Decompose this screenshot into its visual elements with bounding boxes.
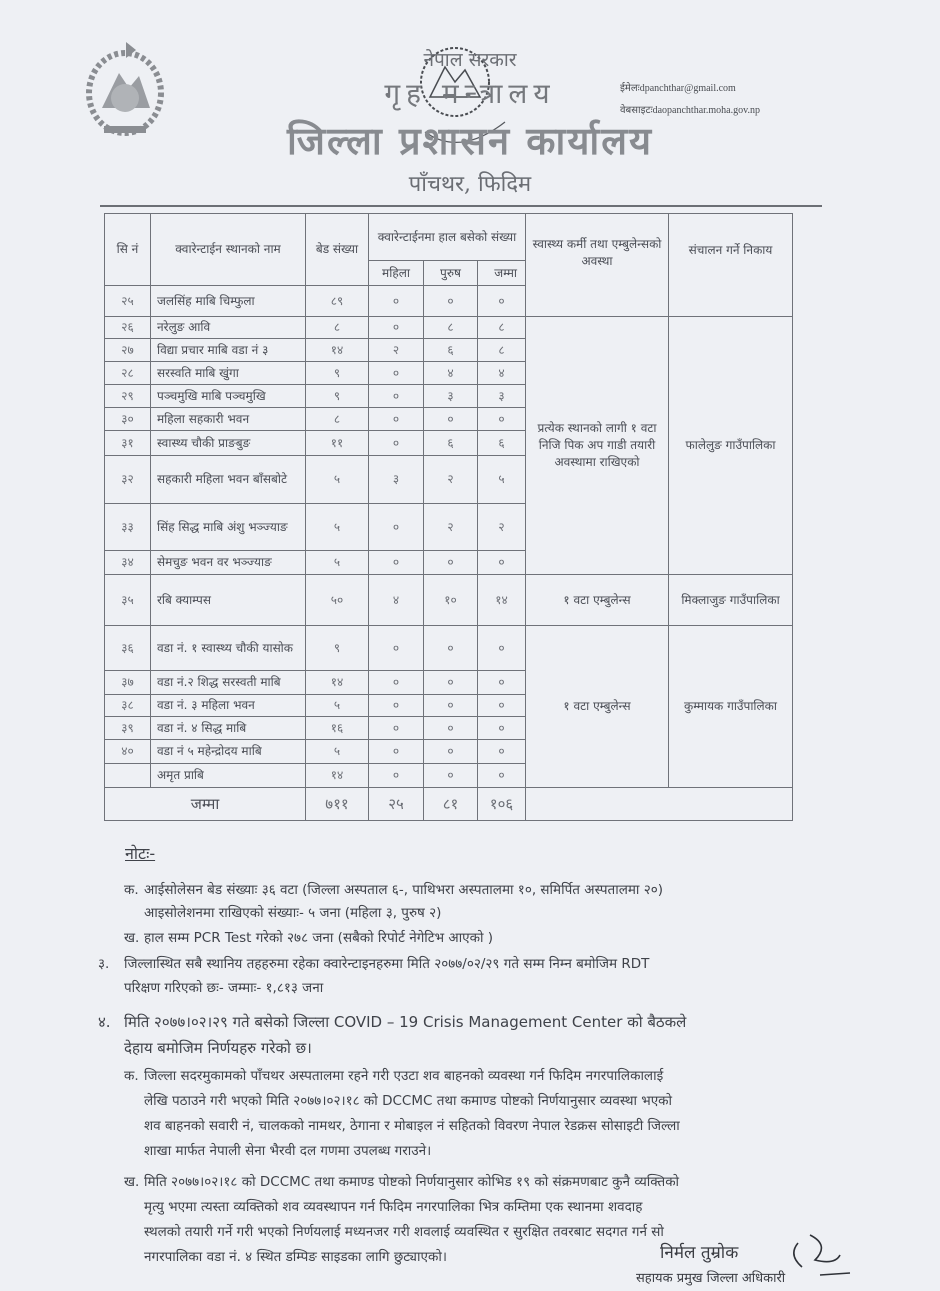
cell-beds: १६ bbox=[306, 717, 369, 740]
cell-beds: ८ bbox=[306, 317, 369, 339]
cell-male: ० bbox=[424, 695, 478, 717]
website-line bbox=[620, 102, 760, 116]
cell-total: ० bbox=[478, 695, 526, 717]
cell-name: सहकारी महिला भवन बाँसबोटे bbox=[151, 456, 306, 504]
cell-sn: २७ bbox=[105, 339, 151, 362]
cell-female: ० bbox=[369, 317, 424, 339]
cell-male: २ bbox=[424, 504, 478, 551]
cell-name: वडा नं. ३ महिला भवन bbox=[151, 695, 306, 717]
email-label: ईमेलः bbox=[620, 83, 640, 94]
cell-male: ८ bbox=[424, 317, 478, 339]
cell-female: ० bbox=[369, 695, 424, 717]
cell-total: ० bbox=[478, 764, 526, 788]
cell-male: ० bbox=[424, 671, 478, 695]
cell-name: सरस्वति माबि खुंगा bbox=[151, 362, 306, 385]
cell-female: ० bbox=[369, 717, 424, 740]
table-row bbox=[105, 317, 793, 339]
header-sn: सि नं bbox=[105, 214, 151, 286]
cell-male: १० bbox=[424, 575, 478, 626]
cell-female: ० bbox=[369, 286, 424, 317]
cell-female: ० bbox=[369, 408, 424, 431]
cell-sn: ३७ bbox=[105, 671, 151, 695]
cell-total: ० bbox=[478, 551, 526, 575]
note-3-line2: परिक्षण गरिएको छः- जम्माः- १,८१३ जना bbox=[124, 980, 324, 996]
note-k-line2: आइसोलेशनमा राखिएको संख्याः- ५ जना (महिला ३, पुरुष २) bbox=[144, 905, 442, 921]
cell-total: २ bbox=[478, 504, 526, 551]
cell-beds: ९ bbox=[306, 362, 369, 385]
totals-blank bbox=[526, 788, 793, 821]
note-4-line1: मिति २०७७।०२।२९ गते बसेको जिल्ला COVID – 19 Crisis Management Center को बैठकले bbox=[124, 1013, 687, 1031]
cell-beds: ८९ bbox=[306, 286, 369, 317]
note-k-line1: आईसोलेसन बेड संख्याः ३६ वटा (जिल्ला अस्पताल ६-, पाथिभरा अस्पतालमा १०, समिर्पित अस्पतालमा २०) bbox=[144, 882, 664, 898]
cell-sn: ३५ bbox=[105, 575, 151, 626]
cell-total: ० bbox=[478, 408, 526, 431]
cell-sn: २५ bbox=[105, 286, 151, 317]
cell-sn: ३० bbox=[105, 408, 151, 431]
header-total: जम्मा bbox=[478, 261, 526, 286]
header-org: संचालन गर्ने निकाय bbox=[669, 214, 793, 317]
cell-org: कुम्मायक गाउँपालिका bbox=[669, 626, 793, 788]
header-location: पाँचथर, फिदिम bbox=[408, 172, 532, 197]
cell-male: ४ bbox=[424, 362, 478, 385]
cell-name: रबि क्याम्पस bbox=[151, 575, 306, 626]
cell-beds: १४ bbox=[306, 764, 369, 788]
totals-female: २५ bbox=[369, 788, 424, 821]
cell-female: ० bbox=[369, 764, 424, 788]
cell-name: वडा नं. १ स्वास्थ्य चौकी यासोक bbox=[151, 626, 306, 671]
cell-total: ० bbox=[478, 671, 526, 695]
email-link[interactable]: dpanchthar@gmail.com bbox=[639, 83, 736, 94]
cell-total: १४ bbox=[478, 575, 526, 626]
website-link[interactable]: daopanchthar.moha.gov.np bbox=[652, 105, 760, 116]
cell-beds: ११ bbox=[306, 431, 369, 456]
header-beds: बेड संख्या bbox=[306, 214, 369, 286]
cell-male: ० bbox=[424, 717, 478, 740]
p4kh-lines-line: नगरपालिका वडा नं. ४ स्थित डम्पिङ साइडका लागि छुट्याएको। bbox=[144, 1249, 447, 1265]
cell-health: १ वटा एम्बुलेन्स bbox=[526, 626, 669, 788]
cell-beds: ८ bbox=[306, 408, 369, 431]
cell-sn: ३१ bbox=[105, 431, 151, 456]
cell-name: पञ्चमुखि माबि पञ्चमुखि bbox=[151, 385, 306, 408]
p4kh-lines-line: मृत्यु भएमा त्यस्ता व्यक्तिको शव व्यवस्थापन गर्न फिदिम नगरपालिका भित्र कम्तिमा एक स्थानमा शवदाह bbox=[144, 1199, 643, 1215]
cell-sn: २९ bbox=[105, 385, 151, 408]
cell-male: ६ bbox=[424, 339, 478, 362]
cell-female: ० bbox=[369, 671, 424, 695]
cell-sn: ४० bbox=[105, 740, 151, 764]
handwritten-signature bbox=[780, 1225, 860, 1291]
cell-female: ० bbox=[369, 504, 424, 551]
totals-beds: ७११ bbox=[306, 788, 369, 821]
cell-female: ४ bbox=[369, 575, 424, 626]
cell-male: ० bbox=[424, 764, 478, 788]
totals-total: १०६ bbox=[478, 788, 526, 821]
cell-beds: ५ bbox=[306, 695, 369, 717]
cell-beds: ५ bbox=[306, 740, 369, 764]
header-name: क्वारेन्टाईन स्थानको नाम bbox=[151, 214, 306, 286]
cell-sn: ३९ bbox=[105, 717, 151, 740]
header-office: जिल्ला प्रशासन कार्यालय bbox=[286, 118, 654, 163]
cell-total: ३ bbox=[478, 385, 526, 408]
cell-male: ० bbox=[424, 626, 478, 671]
cell-org: फालेलुङ गाउँपालिका bbox=[669, 317, 793, 575]
header-male: पुरुष bbox=[424, 261, 478, 286]
table-row bbox=[105, 575, 793, 626]
cell-female: ० bbox=[369, 431, 424, 456]
note-kh-label: ख. bbox=[124, 930, 140, 946]
cell-sn: ३८ bbox=[105, 695, 151, 717]
note-4-label: ४. bbox=[98, 1013, 111, 1031]
cell-name: जलसिंह माबि चिम्फुला bbox=[151, 286, 306, 317]
cell-name: वडा नं. ४ सिद्ध माबि bbox=[151, 717, 306, 740]
cell-total: ८ bbox=[478, 339, 526, 362]
cell-female: ० bbox=[369, 551, 424, 575]
cell-beds: ५ bbox=[306, 504, 369, 551]
cell-male: ० bbox=[424, 286, 478, 317]
cell-female: ० bbox=[369, 362, 424, 385]
email-line bbox=[620, 80, 736, 94]
cell-beds: ९ bbox=[306, 626, 369, 671]
header-divider bbox=[100, 205, 822, 207]
cell-name: नरेलुङ आवि bbox=[151, 317, 306, 339]
cell-name: अमृत प्राबि bbox=[151, 764, 306, 788]
table-row bbox=[105, 626, 793, 671]
cell-total: ८ bbox=[478, 317, 526, 339]
note-3-label: ३. bbox=[98, 956, 110, 972]
cell-total: ४ bbox=[478, 362, 526, 385]
quarantine-table bbox=[104, 213, 793, 821]
cell-health: १ वटा एम्बुलेन्स bbox=[526, 575, 669, 626]
cell-name: स्वास्थ्य चौकी प्राङबुङ bbox=[151, 431, 306, 456]
cell-sn: २८ bbox=[105, 362, 151, 385]
cell-male: ० bbox=[424, 408, 478, 431]
totals-male: ८१ bbox=[424, 788, 478, 821]
header-current: क्वारेन्टाईनमा हाल बसेको संख्या bbox=[369, 214, 526, 261]
cell-total: ५ bbox=[478, 456, 526, 504]
cell-sn bbox=[105, 764, 151, 788]
cell-female: ३ bbox=[369, 456, 424, 504]
header-govt: नेपाल सरकार bbox=[423, 49, 517, 71]
note-k-label: क. bbox=[124, 882, 139, 898]
cell-beds: ५० bbox=[306, 575, 369, 626]
cell-beds: ९ bbox=[306, 385, 369, 408]
cell-sn: ३६ bbox=[105, 626, 151, 671]
p4k-lines-line: लेखि पठाउने गरी भएको मिति २०७७।०२।१८ को DCCMC तथा कमाण्ड पोष्टको निर्णयानुसार व्यवस्था भएको bbox=[144, 1093, 673, 1109]
cell-female: ० bbox=[369, 626, 424, 671]
note-4k-label: क. bbox=[124, 1068, 139, 1084]
note-kh-line: हाल सम्म PCR Test गरेको २७८ जना (सबैको रिपोर्ट नेगेटिभ आएको ) bbox=[144, 930, 494, 946]
cell-male: ६ bbox=[424, 431, 478, 456]
notes-title: नोटः- bbox=[125, 844, 156, 863]
header-female: महिला bbox=[369, 261, 424, 286]
note-4-line2: देहाय बमोजिम निर्णयहरु गरेको छ। bbox=[124, 1039, 312, 1057]
cell-name: सिंह सिद्ध माबि अंशु भञ्ज्याङ bbox=[151, 504, 306, 551]
cell-beds: ५ bbox=[306, 456, 369, 504]
p4k-lines-line: जिल्ला सदरमुकामको पाँचथर अस्पतालमा रहने गरी एउटा शव बाहनको व्यवस्था गर्न फिदिम नगरपालिकालाई bbox=[144, 1068, 664, 1084]
cell-sn: ३२ bbox=[105, 456, 151, 504]
signatory-name: निर्मल तुम्रोक bbox=[660, 1243, 739, 1263]
p4kh-lines-line: मिति २०७७।०२।१८ को DCCMC तथा कमाण्ड पोष्टको निर्णयानुसार कोभिड १९ को संक्रमणबाट कुनै व्यक्तिको bbox=[144, 1174, 680, 1190]
cell-name: महिला सहकारी भवन bbox=[151, 408, 306, 431]
note-4kh-label: ख. bbox=[124, 1174, 140, 1190]
cell-total: ० bbox=[478, 626, 526, 671]
cell-health: प्रत्येक स्थानको लागी १ वटा निजि पिक अप गाडी तयारी अवस्थामा राखिएको bbox=[526, 317, 669, 575]
totals-label: जम्मा bbox=[105, 788, 306, 821]
p4k-lines-line: शव बाहनको सवारी नं, चालकको नामथर, ठेगाना र मोबाइल नं सहितको विवरण नेपाल रेडक्रस सोसाइटी जिल्ला bbox=[144, 1118, 680, 1134]
p4k-lines-line: शाखा मार्फत नेपाली सेना भैरवी दल गणमा उपलब्ध गराउने। bbox=[144, 1143, 432, 1159]
cell-female: ० bbox=[369, 740, 424, 764]
cell-total: ० bbox=[478, 286, 526, 317]
cell-name: विद्या प्रचार माबि वडा नं ३ bbox=[151, 339, 306, 362]
cell-sn: ३४ bbox=[105, 551, 151, 575]
cell-sn: २६ bbox=[105, 317, 151, 339]
website-label: वेबसाइटः bbox=[620, 105, 653, 116]
cell-total: ० bbox=[478, 717, 526, 740]
header-ministry: गृह मन्त्रालय bbox=[384, 77, 556, 110]
cell-total: ६ bbox=[478, 431, 526, 456]
cell-female: ० bbox=[369, 385, 424, 408]
cell-male: २ bbox=[424, 456, 478, 504]
cell-female: २ bbox=[369, 339, 424, 362]
header-health: स्वास्थ्य कर्मी तथा एम्बुलेन्सको अवस्था bbox=[526, 214, 669, 317]
cell-total: ० bbox=[478, 740, 526, 764]
totals-row bbox=[105, 788, 793, 821]
cell-male: ३ bbox=[424, 385, 478, 408]
cell-male: ० bbox=[424, 740, 478, 764]
signatory-title: सहायक प्रमुख जिल्ला अधिकारी bbox=[636, 1271, 786, 1286]
cell-name: वडा नं.२ शिद्ध सरस्वती माबि bbox=[151, 671, 306, 695]
cell-name: सेमचुङ भवन वर भञ्ज्याङ bbox=[151, 551, 306, 575]
p4kh-lines-line: स्थलको तयारी गर्ने गरी भएको निर्णयलाई मध्यनजर गरी शवलाई व्यवस्थित र सुरक्षित तवरबाट सदगत गर्न सो bbox=[144, 1224, 664, 1240]
cell-org: मिक्लाजुङ गाउँपालिका bbox=[669, 575, 793, 626]
note-3-line1: जिल्लास्थित सबै स्थानिय तहहरुमा रहेका क्वारेन्टाइनहरुमा मिति २०७७/०२/२९ गते सम्म निम्न बमोजिम RDT bbox=[124, 956, 650, 972]
cell-beds: ५ bbox=[306, 551, 369, 575]
cell-beds: १४ bbox=[306, 671, 369, 695]
cell-sn: ३३ bbox=[105, 504, 151, 551]
cell-male: ० bbox=[424, 551, 478, 575]
cell-name: वडा नं ५ महेन्द्रोदय माबि bbox=[151, 740, 306, 764]
cell-beds: १४ bbox=[306, 339, 369, 362]
